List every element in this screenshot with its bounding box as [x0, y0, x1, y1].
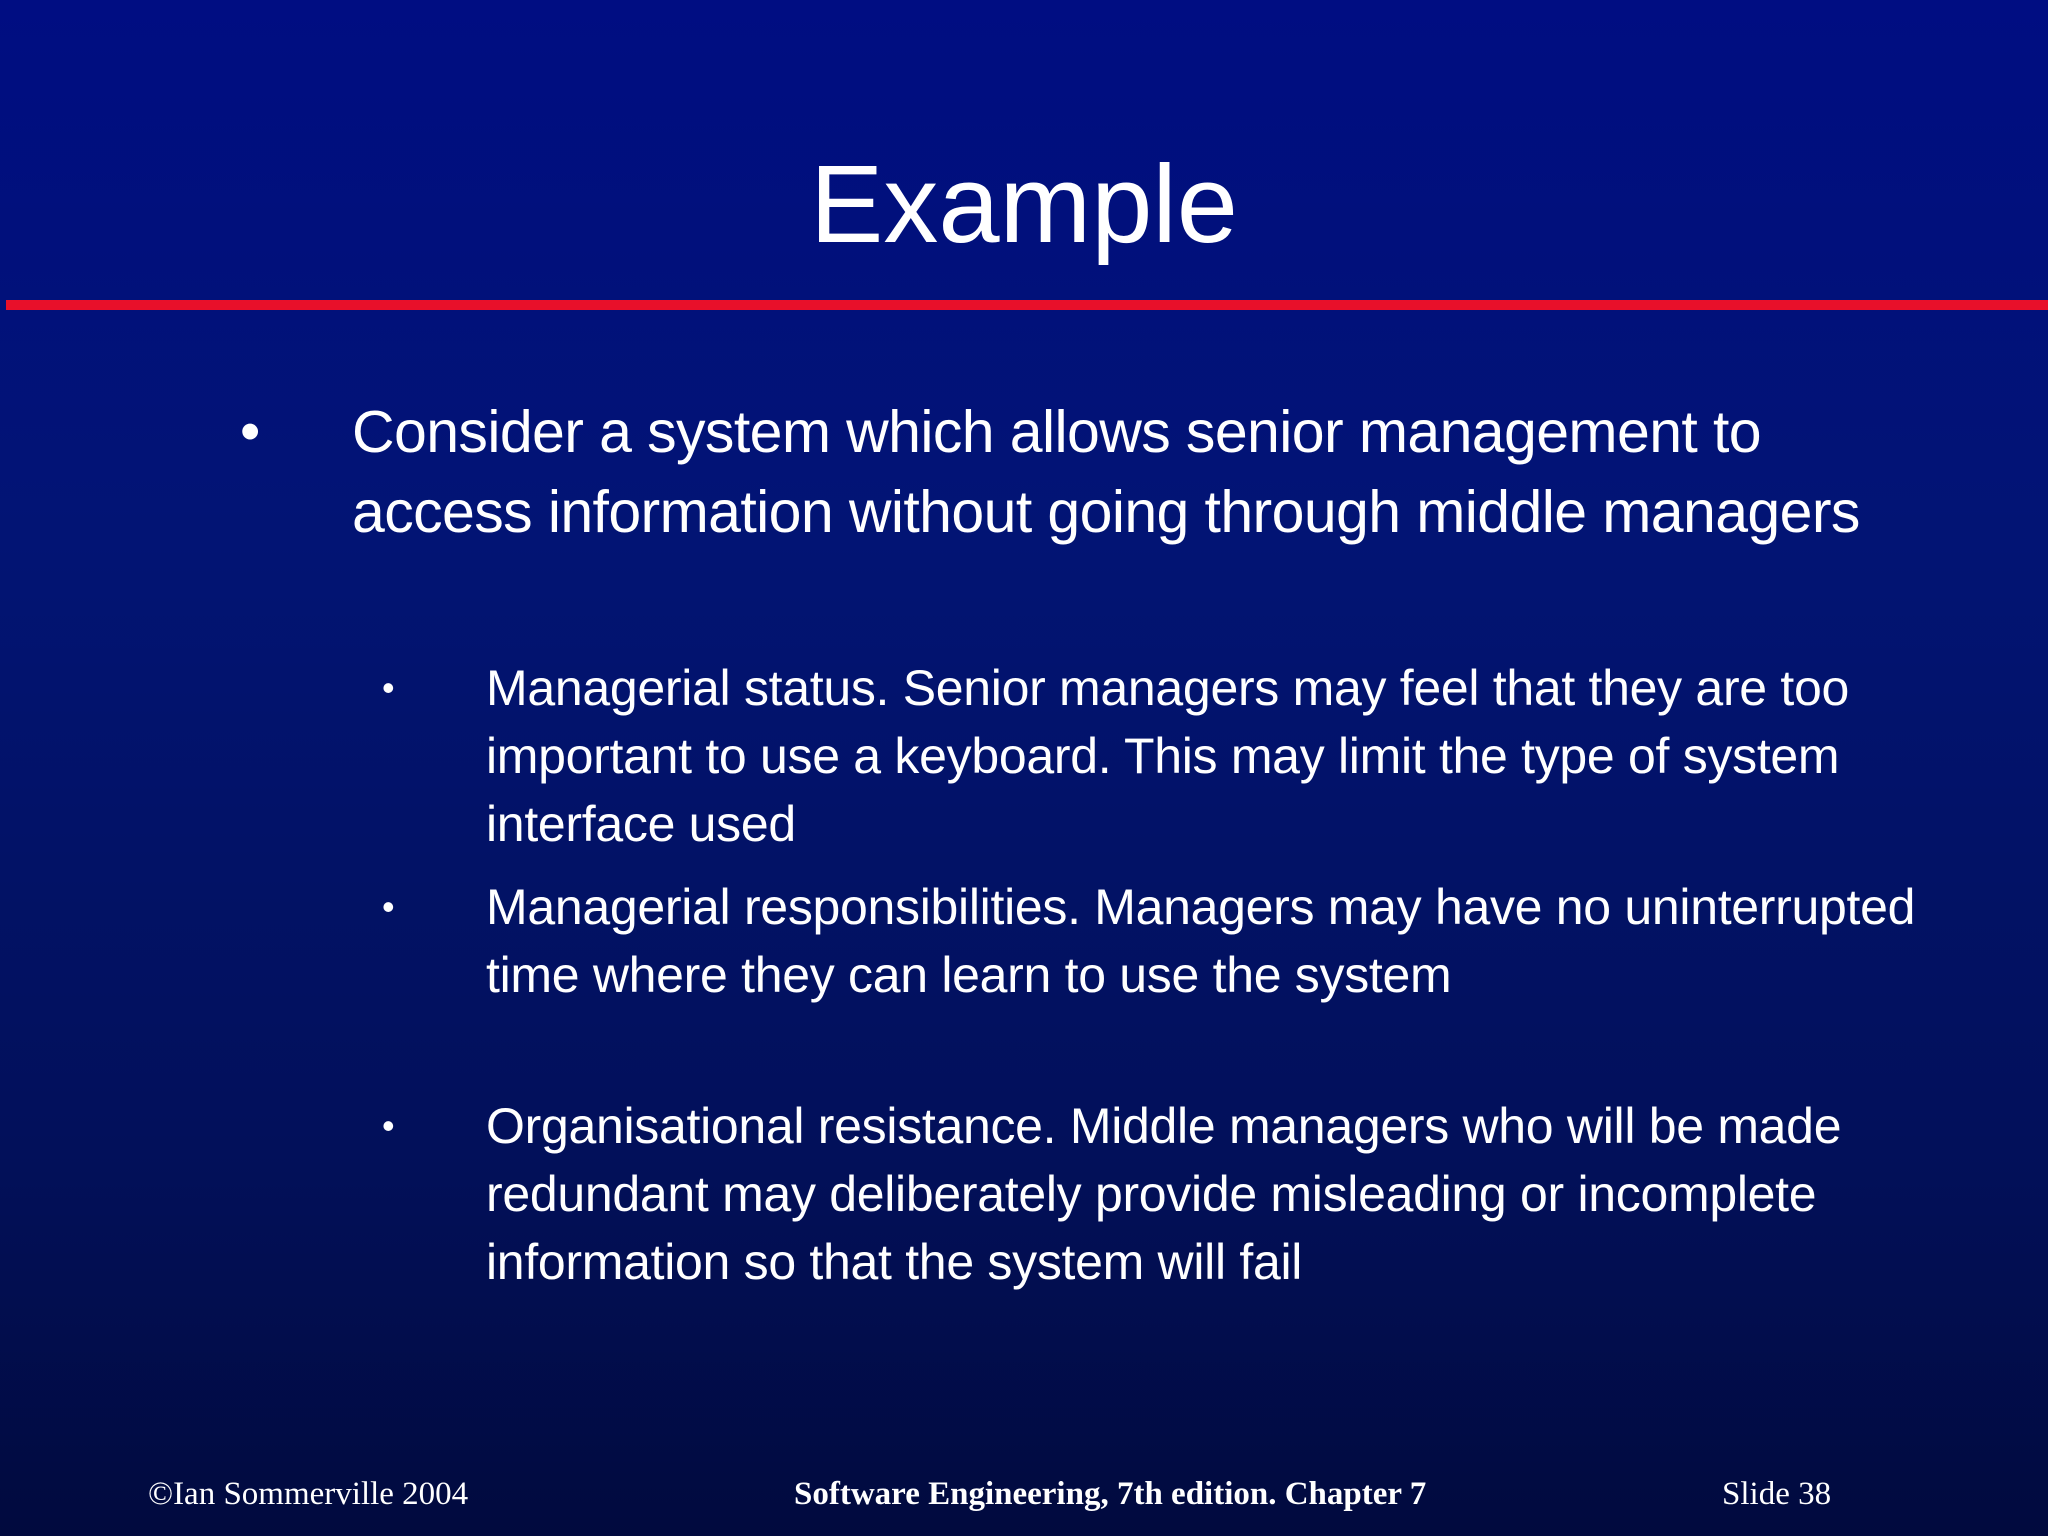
- footer-book-title: Software Engineering, 7th edition. Chapter 7: [794, 1476, 1427, 1512]
- sub-bullet-text: Managerial responsibilities. Managers may have no uninterrupted time where they can learn to use the system: [486, 879, 1916, 1003]
- footer-copyright: ©Ian Sommerville 2004: [148, 1476, 469, 1512]
- sub-bullet-text: Managerial status. Senior managers may feel that they are too important to use a keyboard. This may limit the type of system interface used: [486, 660, 1849, 852]
- slide-title: Example: [810, 143, 1238, 266]
- title-divider: [6, 300, 2048, 310]
- sub-bullet-marker: •: [382, 886, 395, 927]
- bullet-marker: •: [240, 399, 261, 464]
- main-bullet-text: Consider a system which allows senior management to access information without going through middle managers: [352, 399, 1860, 545]
- footer-slide-number: Slide 38: [1722, 1476, 1832, 1512]
- sub-bullet-text: Organisational resistance. Middle managers who will be made redundant may deliberately provide misleading or incomplete information so that the system will fail: [486, 1098, 1842, 1290]
- sub-bullet-marker: •: [382, 1105, 395, 1146]
- sub-bullet-marker: •: [382, 667, 395, 708]
